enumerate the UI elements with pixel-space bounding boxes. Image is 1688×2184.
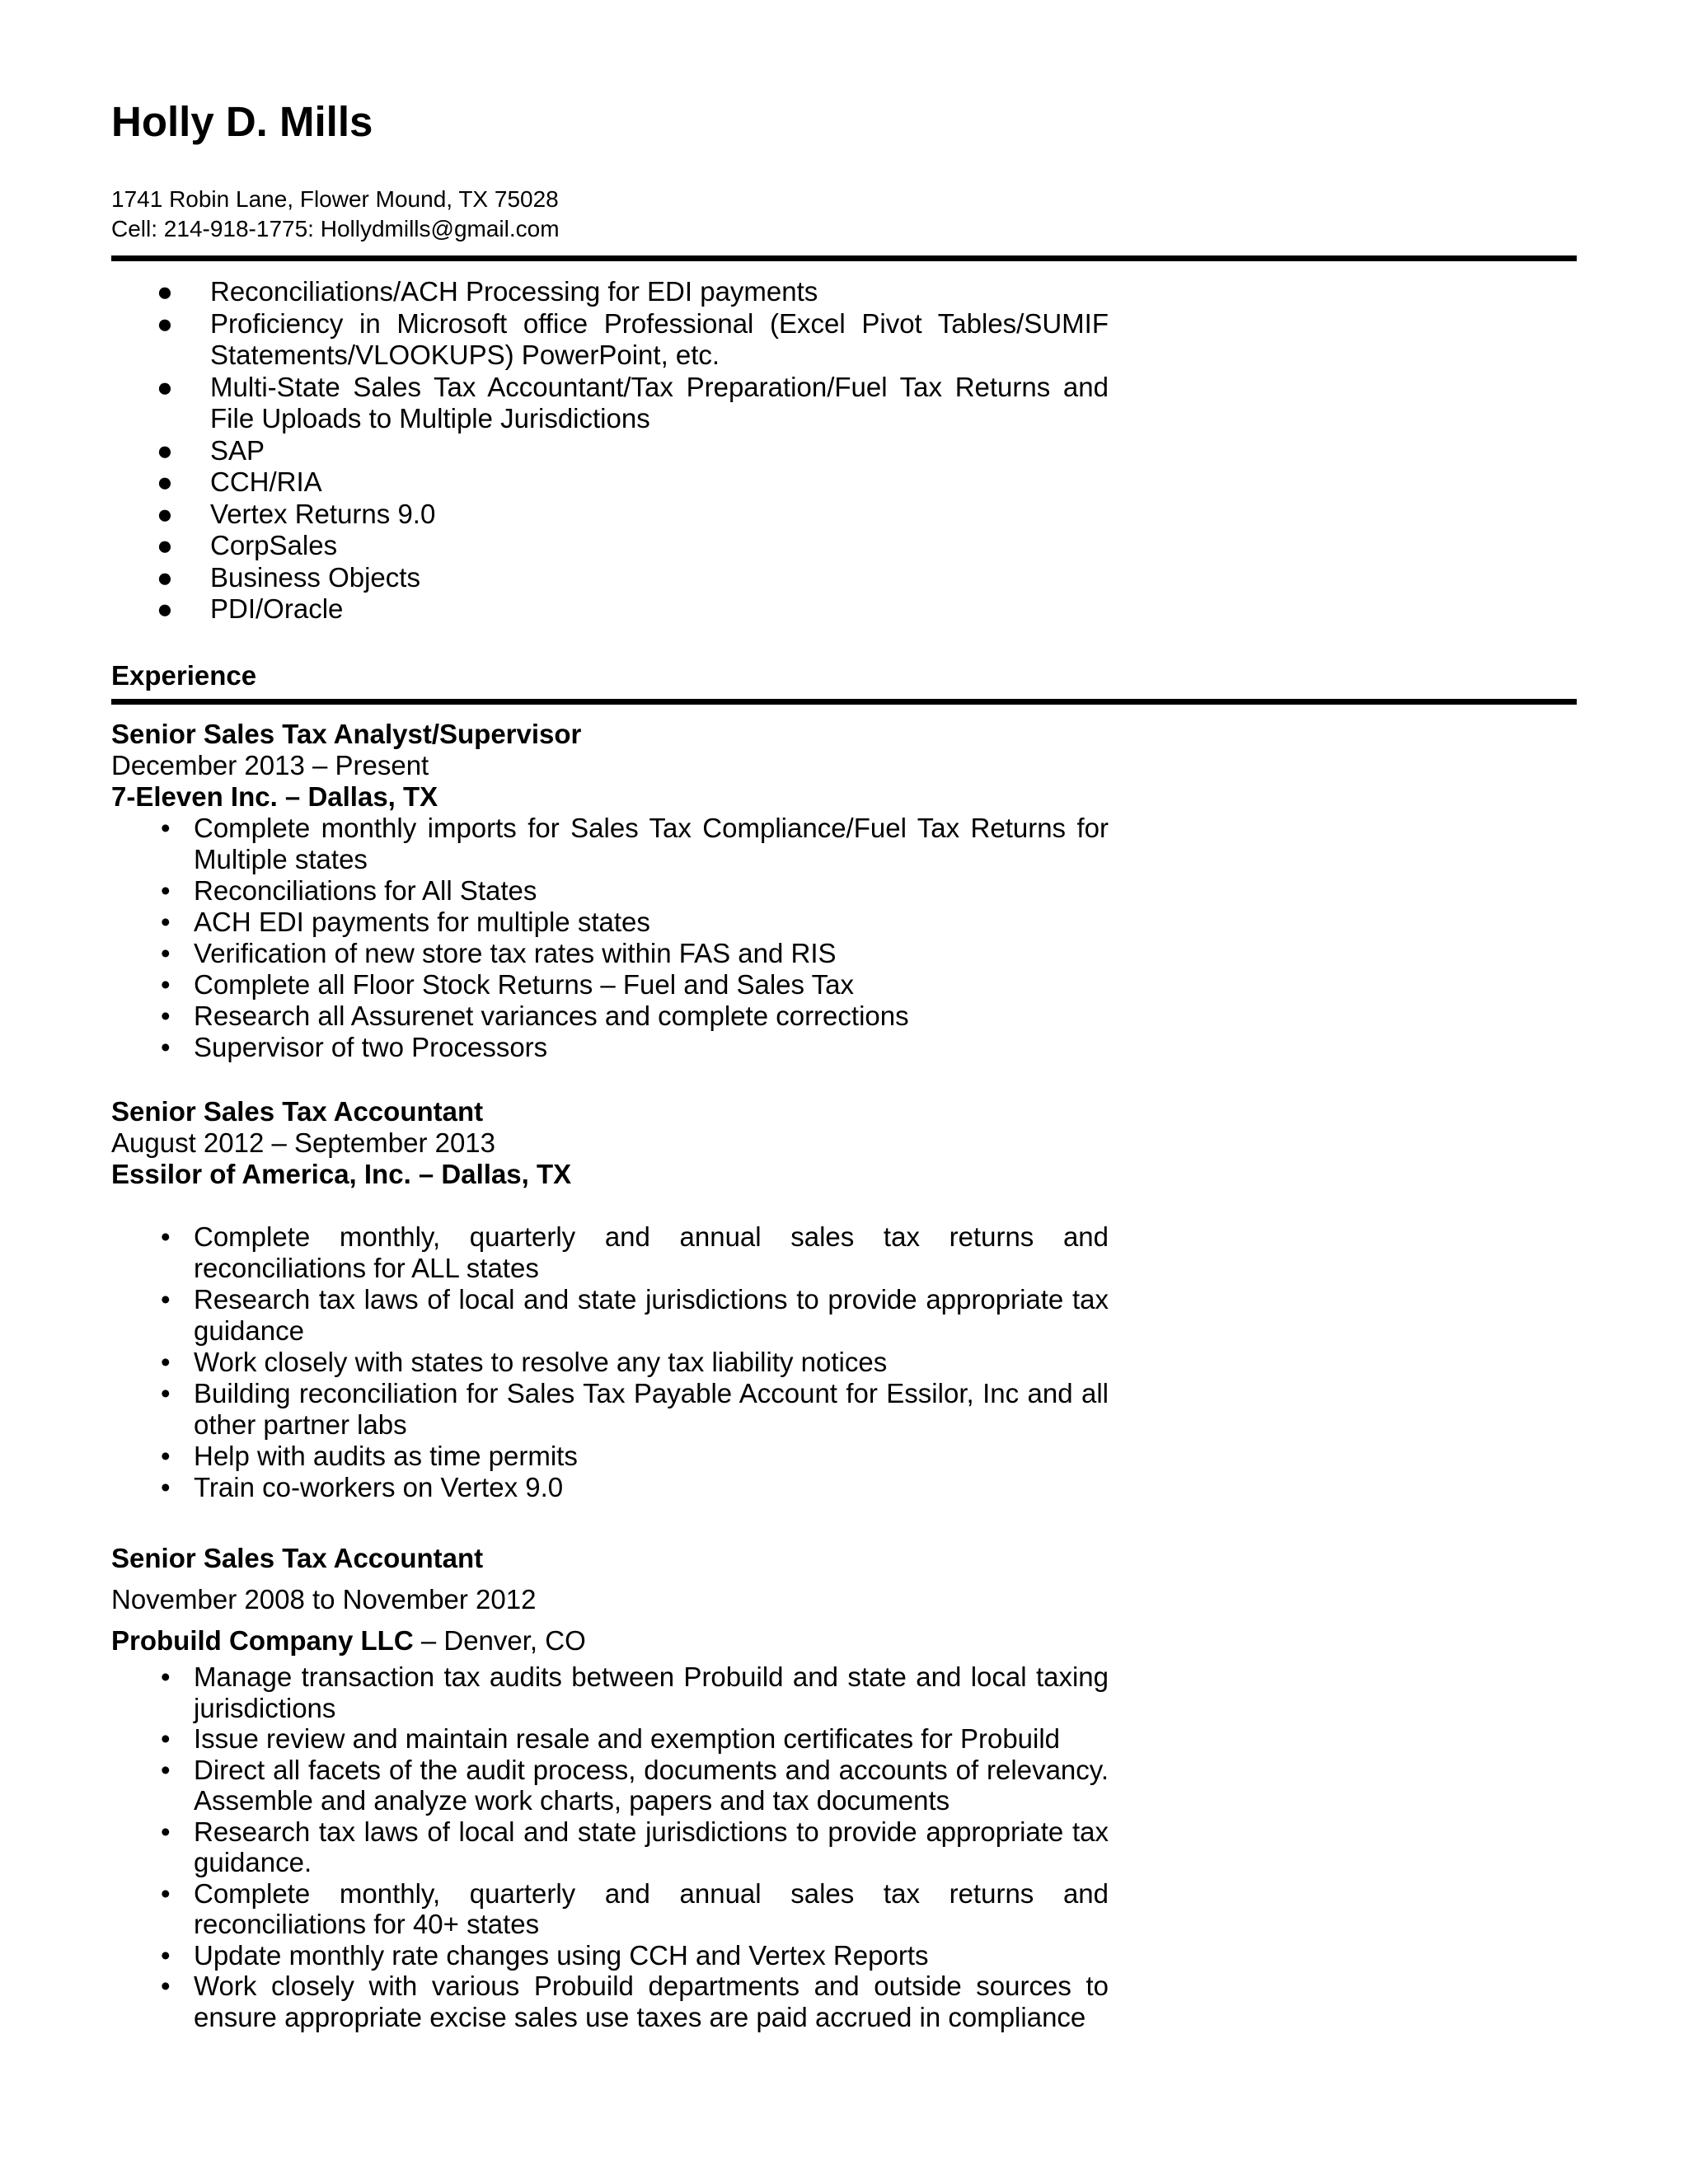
duty-item: • Research all Assurenet variances and complete corrections xyxy=(161,1001,909,1031)
job-entry-essilor xyxy=(111,1096,1109,1503)
skill-item: ● Reconciliations/ACH Processing for EDI payments xyxy=(157,276,818,307)
duty-item: • Reconciliations for All States xyxy=(161,875,537,906)
job-duties xyxy=(111,1221,1109,1503)
job-entry-probuild xyxy=(111,1538,1109,2032)
bullet-icon: • xyxy=(161,875,171,906)
bullet-icon: • xyxy=(161,1221,171,1252)
skill-item: ● Proficiency in Microsoft office Professional (Excel Pivot Tables/SUMIF Statements/VLOOKUPS) PowerPoint, etc. xyxy=(157,307,1109,370)
job-duties xyxy=(111,1661,1109,2032)
bullet-icon: • xyxy=(161,1347,171,1377)
bullet-icon: ● xyxy=(157,498,173,529)
experience-heading: Experience xyxy=(111,660,257,691)
duty-item: • Work closely with states to resolve any tax liability notices xyxy=(161,1347,888,1377)
job-dates: August 2012 – September 2013 xyxy=(111,1127,496,1158)
duty-item: • Help with audits as time permits xyxy=(161,1441,578,1471)
duty-item: • ACH EDI payments for multiple states xyxy=(161,907,650,937)
job-dates: December 2013 – Present xyxy=(111,750,429,780)
duty-item: • Research tax laws of local and state jurisdictions to provide appropriate tax guidance xyxy=(161,1284,1109,1346)
duty-item: • Complete monthly, quarterly and annual sales tax returns and reconciliations for 40+ states xyxy=(161,1877,1109,1939)
bullet-icon: • xyxy=(161,1032,171,1062)
duty-item: • Verification of new store tax rates within FAS and RIS xyxy=(161,938,837,968)
bullet-icon: • xyxy=(161,1472,171,1502)
duty-item: • Direct all facets of the audit process, documents and accounts of relevancy. Assemble and analyze work charts, papers and tax documents xyxy=(161,1754,1109,1816)
bullet-icon: ● xyxy=(157,530,173,560)
bullet-icon: • xyxy=(161,938,171,968)
duty-item: • Issue review and maintain resale and exemption certificates for Probuild xyxy=(161,1723,1061,1754)
address-line: 1741 Robin Lane, Flower Mound, TX 75028 xyxy=(111,186,559,212)
duty-item: • Supervisor of two Processors xyxy=(161,1032,548,1062)
bullet-icon: • xyxy=(161,813,171,843)
job-company: 7-Eleven Inc. – Dallas, TX xyxy=(111,781,438,812)
bullet-icon: • xyxy=(161,1661,171,1692)
bullet-icon: ● xyxy=(157,593,173,624)
bullet-icon: ● xyxy=(157,561,173,593)
bullet-icon: • xyxy=(161,969,171,1000)
contact-line: Cell: 214-918-1775: Hollydmills@gmail.com xyxy=(111,216,560,241)
job-duties xyxy=(111,813,1109,1063)
skill-item: ● Multi-State Sales Tax Accountant/Tax Preparation/Fuel Tax Returns and File Uploads to Multiple Jurisdictions xyxy=(157,371,1109,434)
duty-item: • Building reconciliation for Sales Tax Payable Account for Essilor, Inc and all other partner labs xyxy=(161,1378,1109,1440)
duty-item: • Complete all Floor Stock Returns – Fuel and Sales Tax xyxy=(161,969,854,1000)
bullet-icon: • xyxy=(161,1877,171,1909)
bullet-icon: • xyxy=(161,1971,171,2001)
experience-divider xyxy=(111,699,1577,705)
bullet-icon: • xyxy=(161,1723,171,1754)
duty-item: • Manage transaction tax audits between Probuild and state and local taxing jurisdictions xyxy=(161,1661,1109,1723)
duty-item: • Complete monthly, quarterly and annual sales tax returns and reconciliations for ALL states xyxy=(161,1221,1109,1283)
bullet-icon: ● xyxy=(157,434,173,466)
skill-item: ● CorpSales xyxy=(157,530,338,560)
skill-item: ● SAP xyxy=(157,434,265,466)
header-divider xyxy=(111,255,1577,261)
bullet-icon: • xyxy=(161,1754,171,1785)
duty-item: • Train co-workers on Vertex 9.0 xyxy=(161,1472,564,1502)
duty-item: • Work closely with various Probuild departments and outside sources to ensure appropriate excise sales use taxes are paid accrued in compliance xyxy=(161,1971,1109,2032)
job-entry-7eleven xyxy=(111,719,1109,1063)
job-title: Senior Sales Tax Analyst/Supervisor xyxy=(111,719,582,749)
bullet-icon: • xyxy=(161,1001,171,1031)
bullet-icon: • xyxy=(161,1378,171,1408)
skill-item: ● CCH/RIA xyxy=(157,466,322,497)
duty-item: • Research tax laws of local and state jurisdictions to provide appropriate tax guidance. xyxy=(161,1816,1109,1877)
job-title: Senior Sales Tax Accountant xyxy=(111,1543,484,1573)
skills-list xyxy=(157,276,1109,626)
skill-item: ● Vertex Returns 9.0 xyxy=(157,498,436,529)
bullet-icon: ● xyxy=(157,466,173,497)
job-company: Essilor of America, Inc. – Dallas, TX xyxy=(111,1159,572,1189)
bullet-icon: • xyxy=(161,907,171,937)
bullet-icon: ● xyxy=(157,276,173,307)
skill-item: ● PDI/Oracle xyxy=(157,593,344,624)
job-title: Senior Sales Tax Accountant xyxy=(111,1096,484,1127)
duty-item: • Update monthly rate changes using CCH and Vertex Reports xyxy=(161,1939,929,1971)
job-dates: November 2008 to November 2012 xyxy=(111,1584,537,1615)
bullet-icon: • xyxy=(161,1816,171,1847)
candidate-name: Holly D. Mills xyxy=(111,98,373,145)
bullet-icon: • xyxy=(161,1441,171,1471)
bullet-icon: • xyxy=(161,1284,171,1315)
duty-item: • Complete monthly imports for Sales Tax Compliance/Fuel Tax Returns for Multiple states xyxy=(161,813,1109,874)
skill-item: ● Business Objects xyxy=(157,561,420,593)
bullet-icon: ● xyxy=(157,307,173,339)
bullet-icon: ● xyxy=(157,371,173,402)
bullet-icon: • xyxy=(161,1939,171,1971)
job-company: Probuild Company LLC – Denver, CO xyxy=(111,1625,586,1656)
